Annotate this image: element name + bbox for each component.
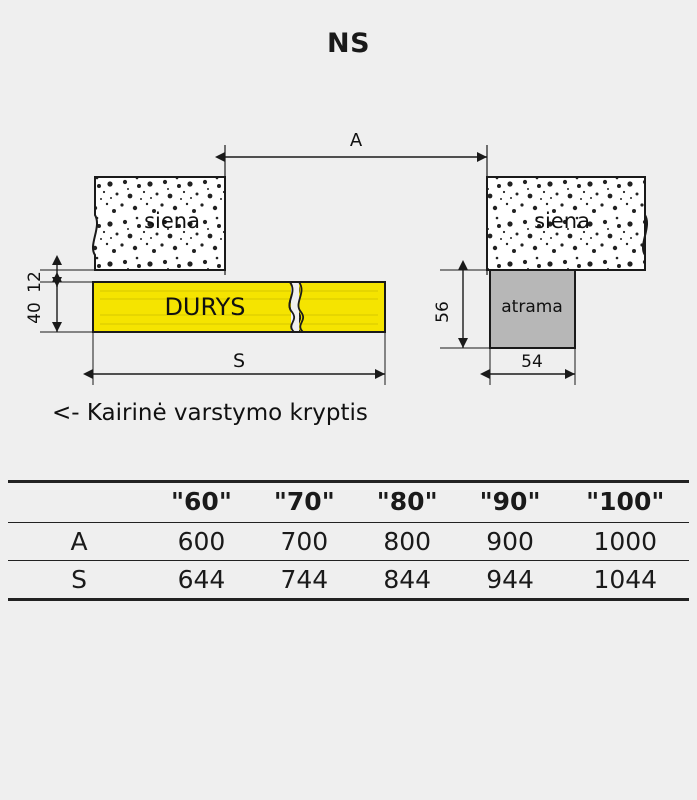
table-header-cell-80: "80" [376, 487, 438, 516]
cell-a-70: 700 [280, 527, 329, 556]
spec-table [8, 480, 689, 601]
swing-direction-caption: <- Kairinė varstymo kryptis [52, 400, 368, 426]
table-header-cell-70: "70" [273, 487, 335, 516]
table-header-row [8, 482, 689, 523]
cell-s-60: 644 [177, 565, 226, 594]
cell-s-90: 944 [486, 565, 534, 594]
cell-a-90: 900 [486, 527, 534, 556]
dimension-label-s: S [232, 350, 246, 372]
page-title: NS [326, 28, 371, 59]
door-label: DURYS [164, 293, 246, 321]
dimension-label-12: 12 [25, 271, 45, 293]
table-header-cell-100: "100" [586, 487, 665, 516]
row-label-s: S [71, 565, 87, 594]
cell-s-100: 1044 [593, 565, 658, 594]
cell-a-100: 1000 [593, 527, 658, 556]
wall-left-label: siena [144, 209, 200, 233]
dimension-label-56: 56 [433, 301, 453, 323]
dimension-label-a: A [349, 130, 363, 151]
table-corner-cell [8, 482, 150, 523]
cell-s-80: 844 [383, 565, 432, 594]
dimension-label-40: 40 [25, 302, 45, 324]
cell-a-60: 600 [177, 527, 226, 556]
cell-a-80: 800 [383, 527, 432, 556]
table-header-cell-60: "60" [171, 487, 232, 516]
spec-table-wrap [8, 480, 689, 601]
table-header-cell-90: "90" [479, 487, 541, 516]
wall-right-label: siena [534, 209, 590, 233]
row-label-a: A [70, 527, 88, 556]
dimension-label-54: 54 [521, 352, 543, 372]
support-label: atrama [501, 297, 563, 317]
cell-s-70: 744 [280, 565, 329, 594]
table-row [8, 561, 689, 600]
table-row [8, 523, 689, 561]
